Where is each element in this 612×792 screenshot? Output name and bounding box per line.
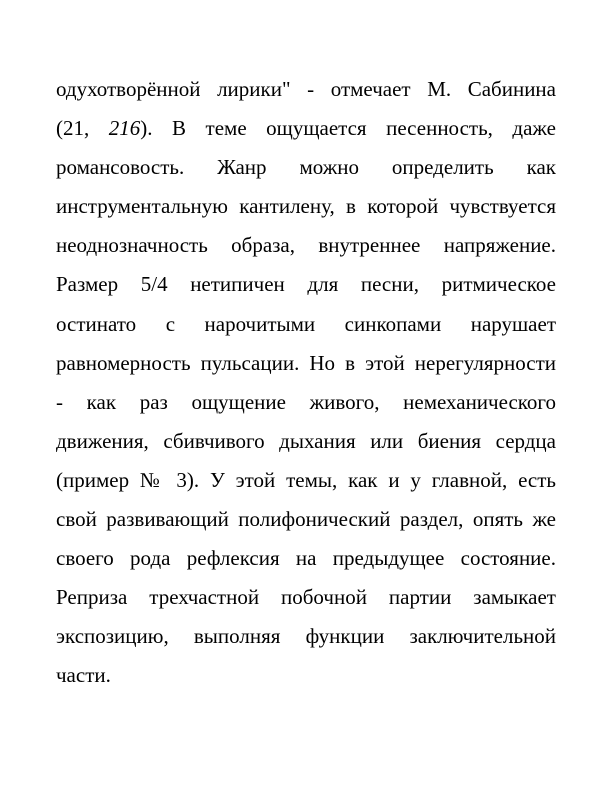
body-paragraph <box>56 70 556 696</box>
paragraph-line: своего рода рефлексия на предыдущее состояние. <box>56 546 556 571</box>
paragraph-line: (пример № 3). У этой темы, как и у главной, есть <box>56 467 556 492</box>
paragraph-line: неоднозначность образа, внутреннее напряжение. <box>56 233 556 258</box>
paragraph-line: остинато с нарочитыми синкопами нарушает <box>56 311 556 336</box>
paragraph-line: равномерность пульсации. Но в этой нерегулярности <box>56 350 556 375</box>
paragraph-line: - как раз ощущение живого, немеханического <box>56 389 556 414</box>
paragraph-line: экспозицию, выполняя функции заключительной <box>56 624 556 649</box>
paragraph-line: движения, сбивчивого дыхания или биения сердца <box>56 428 556 453</box>
paragraph-line: Размер 5/4 нетипичен для песни, ритмическое <box>56 272 556 297</box>
paragraph-line: инструментальную кантилену, в которой чувствуется <box>56 194 556 219</box>
paragraph-line: (21, 216). В теме ощущается песенность, даже <box>56 116 556 141</box>
paragraph-line: романсовость. Жанр можно определить как <box>56 155 556 180</box>
paragraph-line: свой развивающий полифонический раздел, опять же <box>56 507 556 532</box>
paragraph-line: части. <box>56 663 111 688</box>
paragraph-line: одухотворённой лирики" - отмечает М. Сабинина <box>56 77 556 101</box>
citation-page-number: 216 <box>108 116 141 141</box>
paragraph-line: Реприза трехчастной побочной партии замыкает <box>56 585 556 610</box>
